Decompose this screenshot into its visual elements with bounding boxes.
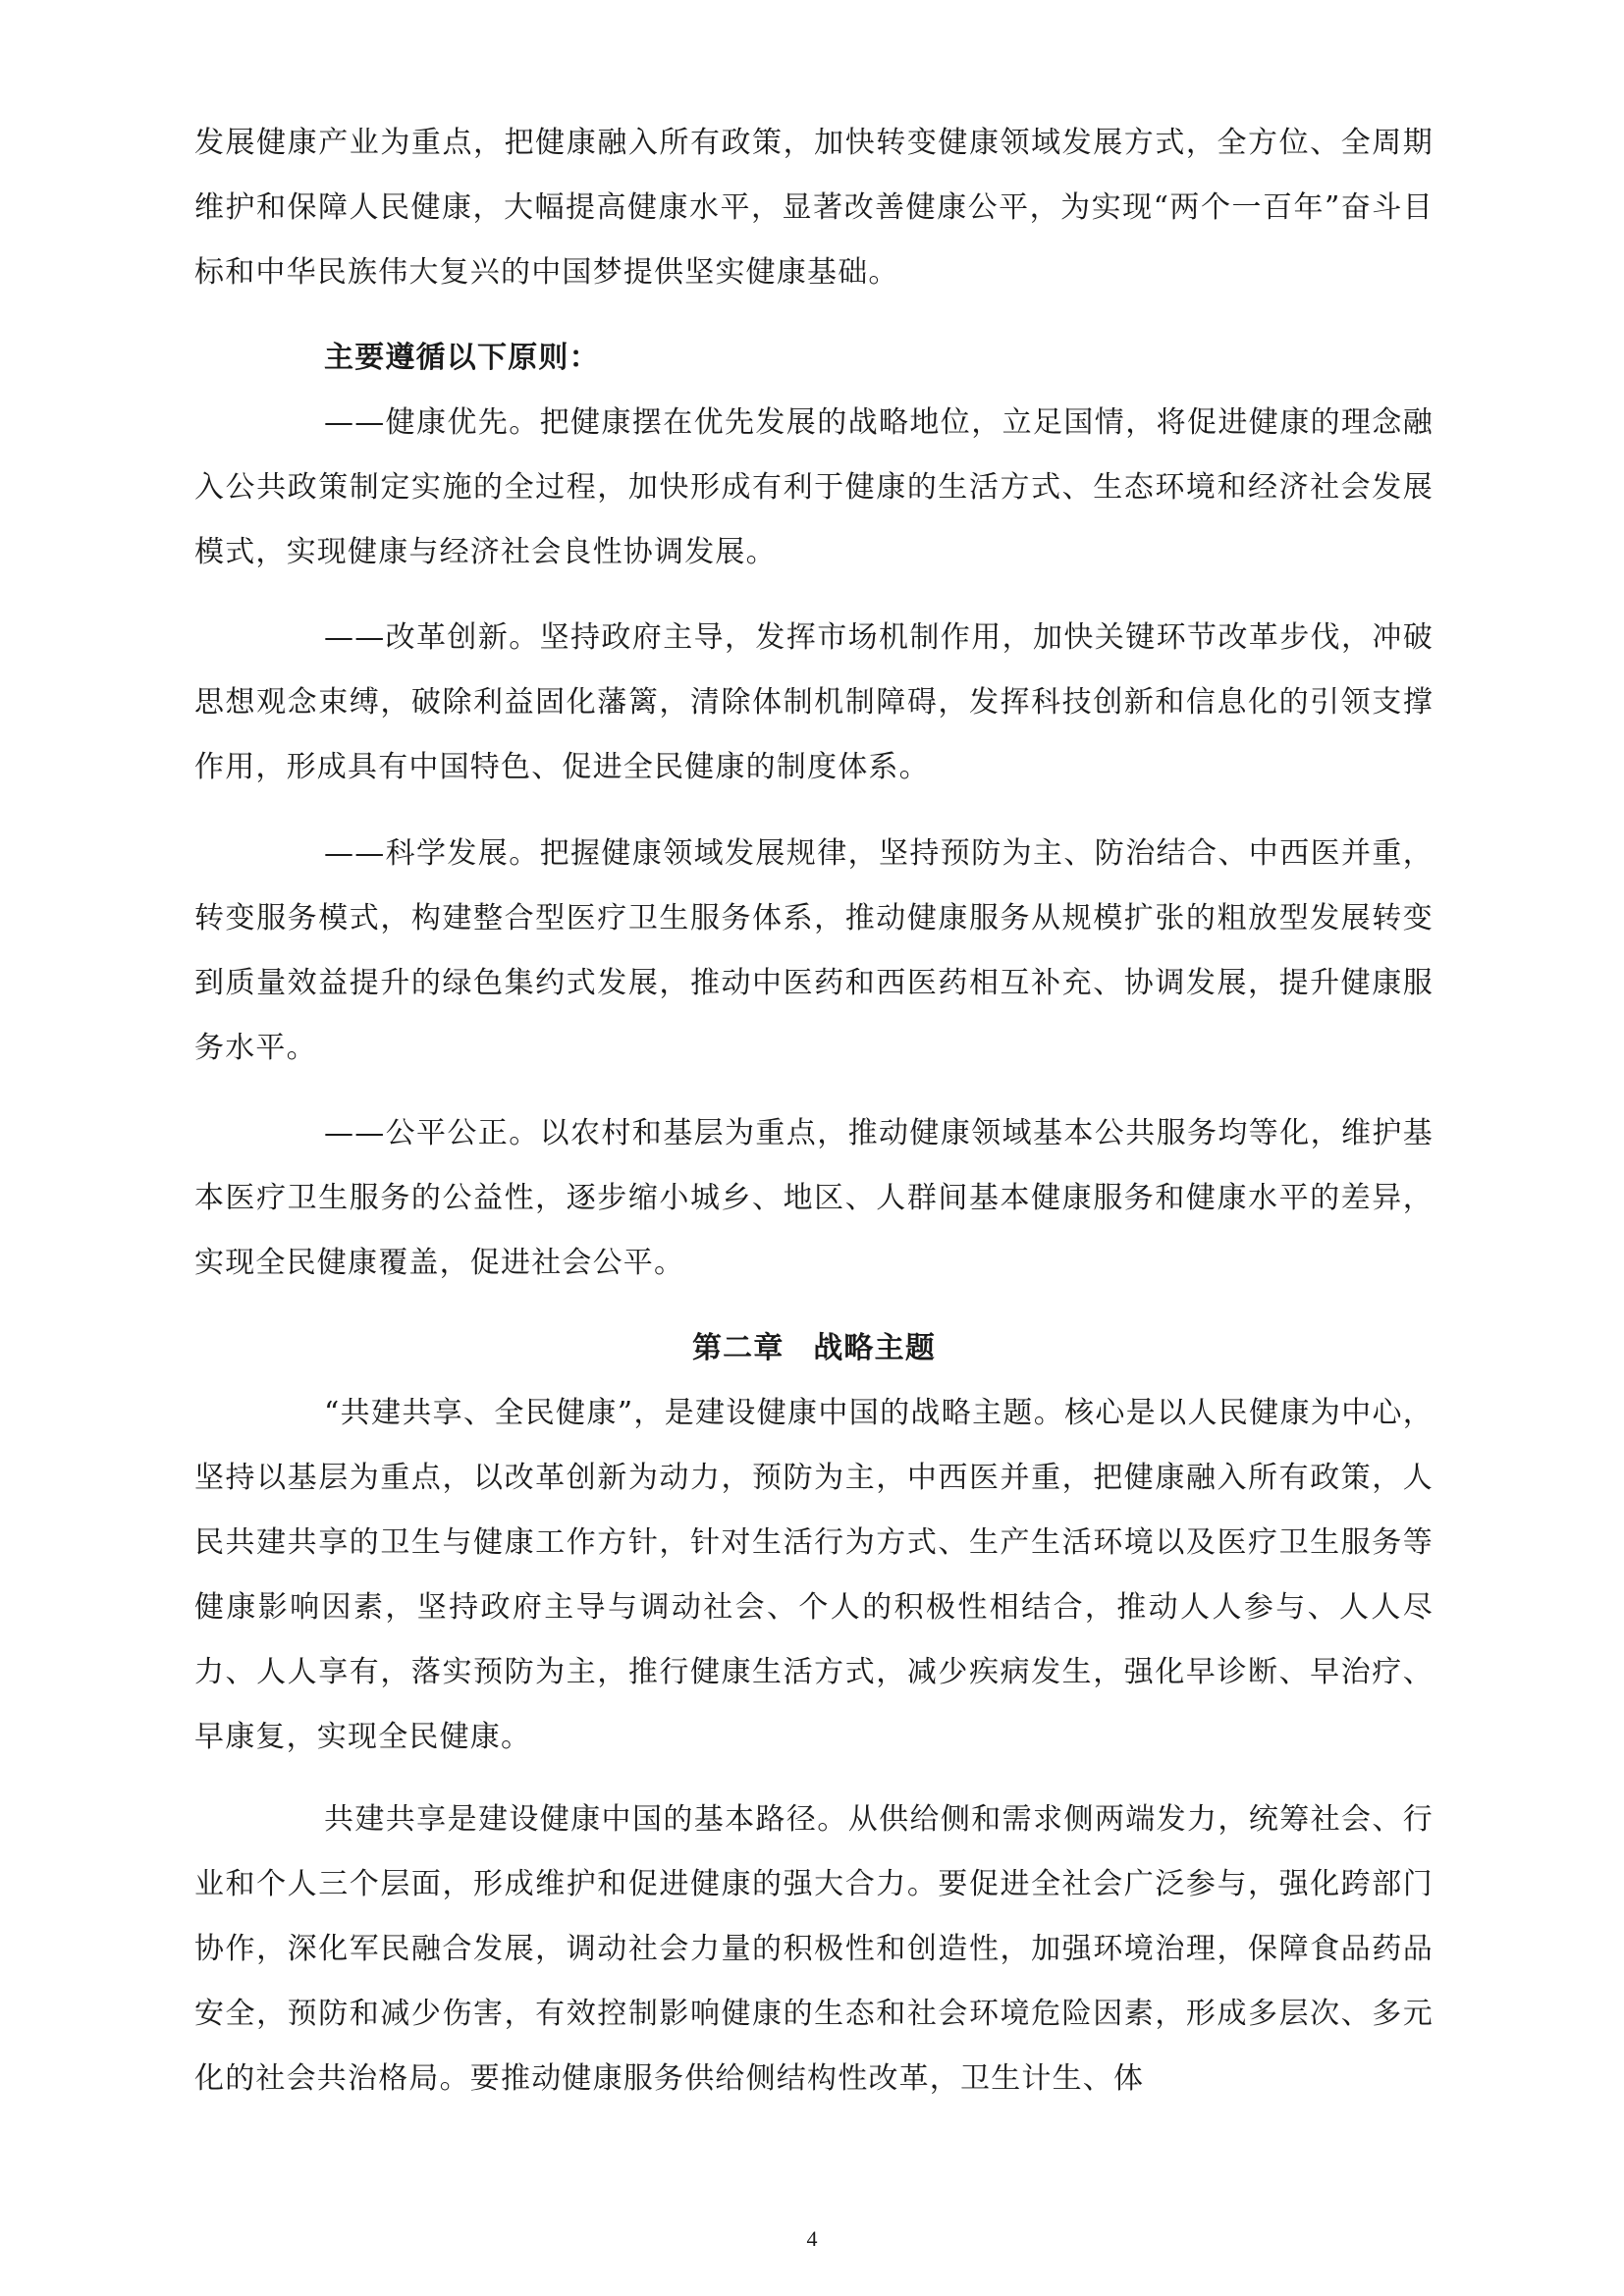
chapter-heading: 第二章 战略主题 — [691, 1331, 937, 1365]
paragraph-principle-fairness: ——公平公正。以农村和基层为重点，推动健康领域基本公共服务均等化，维护基本医疗卫生服务的公益性，逐步缩小城乡、地区、人群间基本健康服务和健康水平的差异，实现全民健康覆盖，促进社会公平。 — [194, 1116, 1434, 1280]
paragraph-principle-reform-innovation: ——改革创新。坚持政府主导，发挥市场机制作用，加快关键环节改革步伐，冲破思想观念束缚，破除利益固化藩篱，清除体制机制障碍，发挥科技创新和信息化的引领支撑作用，形成具有中国特色、促进全民健康的制度体系。 — [194, 620, 1434, 784]
paragraph-principle-scientific-development: ——科学发展。把握健康领域发展规律，坚持预防为主、防治结合、中西医并重，转变服务模式，构建整合型医疗卫生服务体系，推动健康服务从规模扩张的粗放型发展转变到质量效益提升的绿色集约式发展，推动中医药和西医药相互补充、协调发展，提升健康服务水平。 — [194, 836, 1434, 1065]
paragraph-co-construction-path: 共建共享是建设健康中国的基本路径。从供给侧和需求侧两端发力，统筹社会、行业和个人三个层面，形成维护和促进健康的强大合力。要促进全社会广泛参与，强化跨部门协作，深化军民融合发展，调动社会力量的积极性和创造性，加强环境治理，保障食品药品安全，预防和减少伤害，有效控制影响健康的生态和社会环境危险因素，形成多层次、多元化的社会共治格局。要推动健康服务供给侧结构性改革，卫生计生、体 — [194, 1802, 1434, 2096]
paragraph-principle-health-first: ——健康优先。把健康摆在优先发展的战略地位，立足国情，将促进健康的理念融入公共政策制定实施的全过程，加快形成有利于健康的生活方式、生态环境和经济社会发展模式，实现健康与经济社会良性协调发展。 — [194, 405, 1434, 569]
paragraph-health-goal-continuation: 发展健康产业为重点，把健康融入所有政策，加快转变健康领域发展方式，全方位、全周期维护和保障人民健康，大幅提高健康水平，显著改善健康公平，为实现“两个一百年”奋斗目标和中华民族伟大复兴的中国梦提供坚实健康基础。 — [194, 126, 1434, 290]
page-number: 4 — [806, 2226, 818, 2251]
principles-heading: 主要遵循以下原则： — [324, 341, 600, 375]
paragraph-strategic-theme: “共建共享、全民健康”，是建设健康中国的战略主题。核心是以人民健康为中心，坚持以基层为重点，以改革创新为动力，预防为主，中西医并重，把健康融入所有政策，人民共建共享的卫生与健康工作方针，针对生活行为方式、生产生活环境以及医疗卫生服务等健康影响因素，坚持政府主导与调动社会、个人的积极性相结合，推动人人参与、人人尽力、人人享有，落实预防为主，推行健康生活方式，减少疾病发生，强化早诊断、早治疗、早康复，实现全民健康。 — [194, 1396, 1434, 1754]
